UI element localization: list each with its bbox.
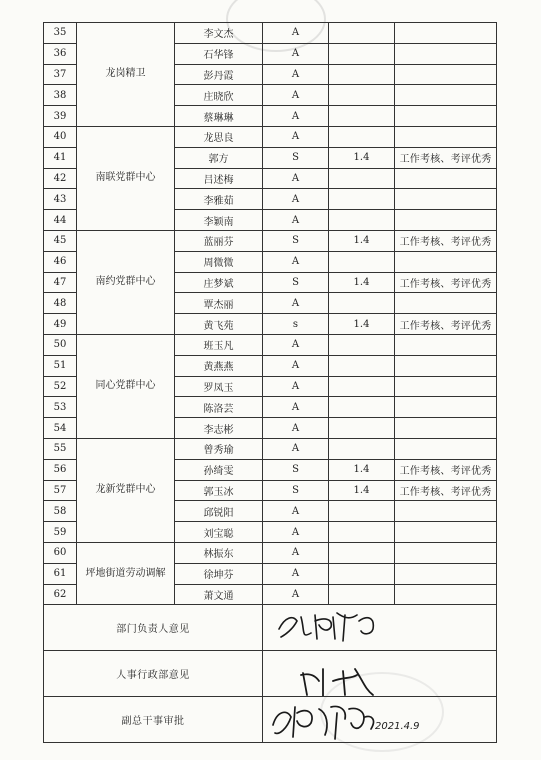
grade-cell: A <box>263 584 329 605</box>
remark-cell <box>395 210 497 231</box>
row-number: 40 <box>44 126 77 147</box>
grade-cell: A <box>263 501 329 522</box>
employee-name: 周微微 <box>175 251 263 272</box>
row-number: 43 <box>44 189 77 210</box>
employee-name: 龙思良 <box>175 126 263 147</box>
row-number: 36 <box>44 43 77 64</box>
signature-date: 2021.4.9 <box>375 721 420 733</box>
employee-name: 石华锋 <box>175 43 263 64</box>
department-cell: 南约党群中心 <box>77 230 175 334</box>
remark-cell <box>395 334 497 355</box>
table-row <box>44 334 497 355</box>
grade-cell: A <box>263 376 329 397</box>
remark-cell <box>395 251 497 272</box>
remark-cell <box>395 168 497 189</box>
remark-cell <box>395 126 497 147</box>
employee-name: 庄梦斌 <box>175 272 263 293</box>
grade-cell: S <box>263 480 329 501</box>
approval-label: 副总干事审批 <box>44 697 263 743</box>
row-number: 38 <box>44 85 77 106</box>
employee-name: 黄燕燕 <box>175 355 263 376</box>
coefficient-cell <box>329 522 395 543</box>
evaluation-table <box>43 22 497 743</box>
grade-cell: A <box>263 43 329 64</box>
coefficient-cell: 1.4 <box>329 272 395 293</box>
grade-cell: A <box>263 168 329 189</box>
coefficient-cell: 1.4 <box>329 230 395 251</box>
employee-name: 吕述梅 <box>175 168 263 189</box>
row-number: 56 <box>44 459 77 480</box>
employee-name: 黄飞苑 <box>175 314 263 335</box>
remark-cell: 工作考核、考评优秀 <box>395 459 497 480</box>
grade-cell: A <box>263 293 329 314</box>
row-number: 39 <box>44 106 77 127</box>
remark-cell <box>395 355 497 376</box>
grade-cell: A <box>263 64 329 85</box>
table-row <box>44 126 497 147</box>
remark-cell <box>395 522 497 543</box>
remark-cell <box>395 563 497 584</box>
grade-cell: A <box>263 251 329 272</box>
signature-cell <box>263 697 497 743</box>
coefficient-cell <box>329 64 395 85</box>
handwritten-signature <box>293 661 383 697</box>
coefficient-cell <box>329 584 395 605</box>
coefficient-cell <box>329 43 395 64</box>
signature-cell <box>263 651 497 697</box>
department-cell: 坪地街道劳动调解 <box>77 542 175 604</box>
employee-name: 郭方 <box>175 147 263 168</box>
table-row <box>44 438 497 459</box>
remark-cell <box>395 85 497 106</box>
remark-cell: 工作考核、考评优秀 <box>395 314 497 335</box>
remark-cell: 工作考核、考评优秀 <box>395 272 497 293</box>
remark-cell <box>395 64 497 85</box>
remark-cell <box>395 418 497 439</box>
employee-name: 孙绮雯 <box>175 459 263 480</box>
remark-cell <box>395 43 497 64</box>
grade-cell: A <box>263 210 329 231</box>
approval-row <box>44 697 497 743</box>
coefficient-cell: 1.4 <box>329 147 395 168</box>
coefficient-cell <box>329 563 395 584</box>
grade-cell: s <box>263 314 329 335</box>
row-number: 37 <box>44 64 77 85</box>
row-number: 52 <box>44 376 77 397</box>
row-number: 54 <box>44 418 77 439</box>
employee-name: 陈洛芸 <box>175 397 263 418</box>
row-number: 42 <box>44 168 77 189</box>
row-number: 61 <box>44 563 77 584</box>
row-number: 58 <box>44 501 77 522</box>
coefficient-cell <box>329 293 395 314</box>
coefficient-cell <box>329 210 395 231</box>
employee-name: 林振东 <box>175 542 263 563</box>
employee-name: 李文杰 <box>175 23 263 44</box>
coefficient-cell <box>329 334 395 355</box>
remark-cell <box>395 23 497 44</box>
grade-cell: A <box>263 418 329 439</box>
remark-cell <box>395 542 497 563</box>
signature-cell <box>263 605 497 651</box>
row-number: 50 <box>44 334 77 355</box>
coefficient-cell: 1.4 <box>329 314 395 335</box>
employee-name: 李志彬 <box>175 418 263 439</box>
remark-cell <box>395 501 497 522</box>
remark-cell <box>395 189 497 210</box>
employee-name: 李雅茹 <box>175 189 263 210</box>
coefficient-cell <box>329 376 395 397</box>
row-number: 59 <box>44 522 77 543</box>
grade-cell: A <box>263 397 329 418</box>
grade-cell: S <box>263 272 329 293</box>
grade-cell: A <box>263 334 329 355</box>
coefficient-cell <box>329 85 395 106</box>
table-row <box>44 23 497 44</box>
coefficient-cell <box>329 168 395 189</box>
coefficient-cell <box>329 418 395 439</box>
row-number: 60 <box>44 542 77 563</box>
grade-cell: A <box>263 189 329 210</box>
grade-cell: A <box>263 23 329 44</box>
employee-name: 罗凤玉 <box>175 376 263 397</box>
row-number: 62 <box>44 584 77 605</box>
coefficient-cell: 1.4 <box>329 480 395 501</box>
handwritten-signature <box>271 607 401 650</box>
row-number: 41 <box>44 147 77 168</box>
grade-cell: A <box>263 126 329 147</box>
grade-cell: A <box>263 106 329 127</box>
grade-cell: S <box>263 230 329 251</box>
coefficient-cell <box>329 501 395 522</box>
approval-label: 人事行政部意见 <box>44 651 263 697</box>
employee-name: 蔡琳琳 <box>175 106 263 127</box>
row-number: 57 <box>44 480 77 501</box>
coefficient-cell <box>329 397 395 418</box>
employee-name: 刘宝聪 <box>175 522 263 543</box>
coefficient-cell: 1.4 <box>329 459 395 480</box>
remark-cell <box>395 397 497 418</box>
remark-cell: 工作考核、考评优秀 <box>395 147 497 168</box>
employee-name: 邱锐阳 <box>175 501 263 522</box>
employee-name: 庄晓欣 <box>175 85 263 106</box>
table-row <box>44 542 497 563</box>
employee-name: 李颖南 <box>175 210 263 231</box>
employee-name: 郭玉冰 <box>175 480 263 501</box>
grade-cell: S <box>263 459 329 480</box>
row-number: 35 <box>44 23 77 44</box>
grade-cell: A <box>263 85 329 106</box>
employee-name: 覃杰丽 <box>175 293 263 314</box>
approval-label: 部门负责人意见 <box>44 605 263 651</box>
coefficient-cell <box>329 542 395 563</box>
remark-cell <box>395 438 497 459</box>
row-number: 48 <box>44 293 77 314</box>
remark-cell: 工作考核、考评优秀 <box>395 230 497 251</box>
row-number: 49 <box>44 314 77 335</box>
row-number: 55 <box>44 438 77 459</box>
department-cell: 龙岗精卫 <box>77 23 175 127</box>
grade-cell: A <box>263 542 329 563</box>
grade-cell: S <box>263 147 329 168</box>
department-cell: 龙新党群中心 <box>77 438 175 542</box>
grade-cell: A <box>263 563 329 584</box>
row-number: 46 <box>44 251 77 272</box>
department-cell: 南联党群中心 <box>77 126 175 230</box>
row-number: 51 <box>44 355 77 376</box>
coefficient-cell <box>329 251 395 272</box>
remark-cell <box>395 376 497 397</box>
employee-name: 彭丹霞 <box>175 64 263 85</box>
employee-name: 曾秀瑜 <box>175 438 263 459</box>
coefficient-cell <box>329 438 395 459</box>
employee-name: 班玉凡 <box>175 334 263 355</box>
remark-cell <box>395 293 497 314</box>
remark-cell <box>395 106 497 127</box>
row-number: 47 <box>44 272 77 293</box>
row-number: 53 <box>44 397 77 418</box>
coefficient-cell <box>329 23 395 44</box>
row-number: 44 <box>44 210 77 231</box>
coefficient-cell <box>329 106 395 127</box>
table-row <box>44 230 497 251</box>
grade-cell: A <box>263 522 329 543</box>
remark-cell: 工作考核、考评优秀 <box>395 480 497 501</box>
department-cell: 同心党群中心 <box>77 334 175 438</box>
remark-cell <box>395 584 497 605</box>
coefficient-cell <box>329 189 395 210</box>
approval-row <box>44 651 497 697</box>
employee-name: 徐坤芬 <box>175 563 263 584</box>
grade-cell: A <box>263 355 329 376</box>
grade-cell: A <box>263 438 329 459</box>
employee-name: 萧文通 <box>175 584 263 605</box>
coefficient-cell <box>329 126 395 147</box>
approval-row <box>44 605 497 651</box>
employee-name: 蓝丽芬 <box>175 230 263 251</box>
row-number: 45 <box>44 230 77 251</box>
coefficient-cell <box>329 355 395 376</box>
